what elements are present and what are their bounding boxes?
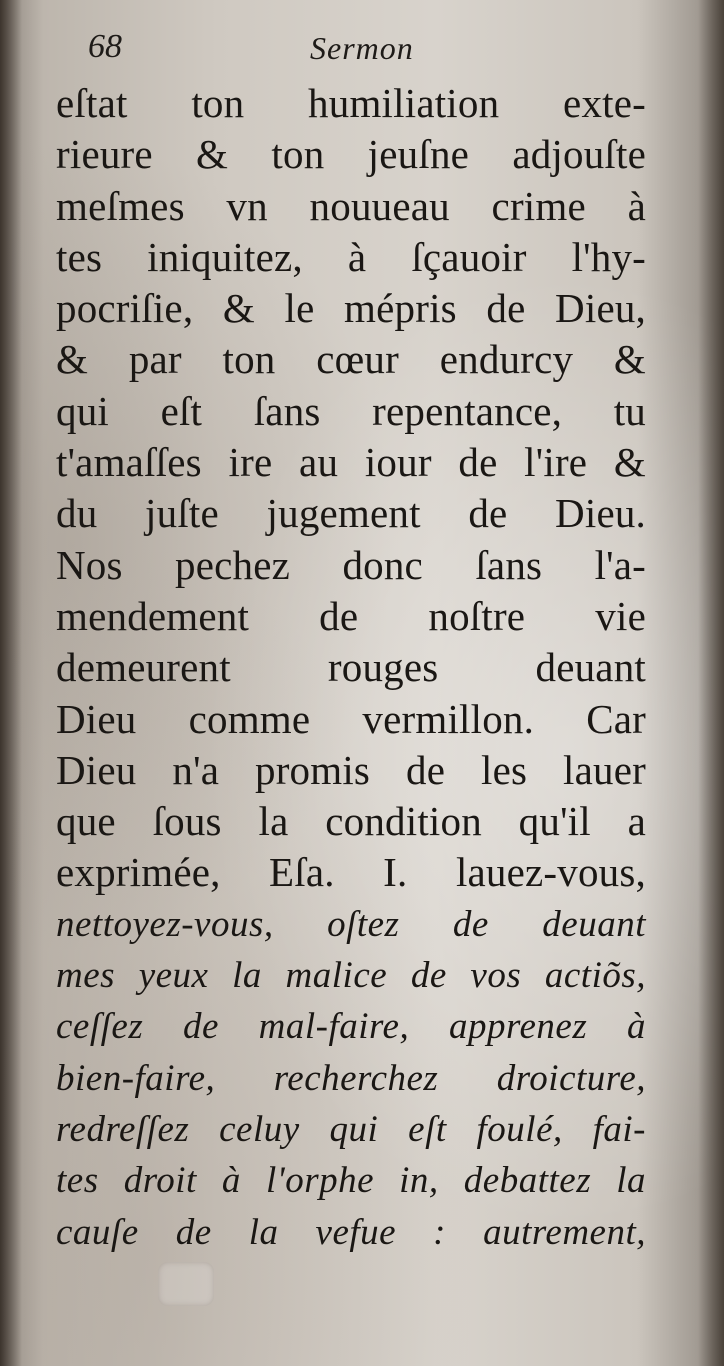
- text-line-italic: cauſe de la vefue : autrement,: [56, 1211, 646, 1253]
- text-line: mendement de noſtre vie: [56, 592, 646, 639]
- text-line: meſmes vn nouueau crime à: [56, 182, 646, 229]
- running-head: Sermon: [310, 30, 414, 66]
- text-line-italic: mes yeux la malice de vos actiõs,: [56, 955, 646, 997]
- text-line-italic: nettoyez-vous, oſtez de deuant: [56, 903, 646, 945]
- text-line: pocriſie, & le mépris de Dieu,: [56, 285, 646, 332]
- body-text: [56, 78, 646, 1258]
- text-line: Nos pechez donc ſans l'a-: [56, 541, 646, 588]
- text-line-italic: bien-faire, recherchez droicture,: [56, 1057, 646, 1099]
- text-line-italic: redreſſez celuy qui eſt foulé, fai-: [56, 1108, 646, 1150]
- text-line: qui eſt ſans repentance, tu: [56, 387, 646, 434]
- text-line: eſtat ton humiliation exte-: [56, 80, 646, 126]
- page-gutter-shadow: [0, 0, 22, 1366]
- paper-blemish: [158, 1262, 214, 1306]
- text-line: Dieu comme vermillon. Car: [56, 695, 646, 742]
- page-number: 68: [88, 28, 122, 65]
- text-line: exprimée, Eſa. I. lauez-vous,: [56, 849, 646, 896]
- text-line: rieure & ton jeuſne adjouſte: [56, 131, 646, 178]
- text-line-italic: ceſſez de mal-faire, apprenez à: [56, 1006, 646, 1048]
- page-edge-shadow: [698, 0, 724, 1366]
- text-line: t'amaſſes ire au iour de l'ire &: [56, 439, 646, 486]
- text-line: tes iniquitez, à ſçauoir l'hy-: [56, 233, 646, 280]
- text-line: & par ton cœur endurcy &: [56, 336, 646, 383]
- text-line-italic: tes droit à l'orphe in, debattez la: [56, 1160, 646, 1202]
- text-line: Dieu n'a promis de les lauer: [56, 746, 646, 793]
- text-line: que ſous la condition qu'il a: [56, 798, 646, 845]
- text-line: du juſte jugement de Dieu.: [56, 490, 646, 537]
- page-header: [88, 28, 448, 74]
- text-line: demeurent rouges deuant: [56, 644, 646, 691]
